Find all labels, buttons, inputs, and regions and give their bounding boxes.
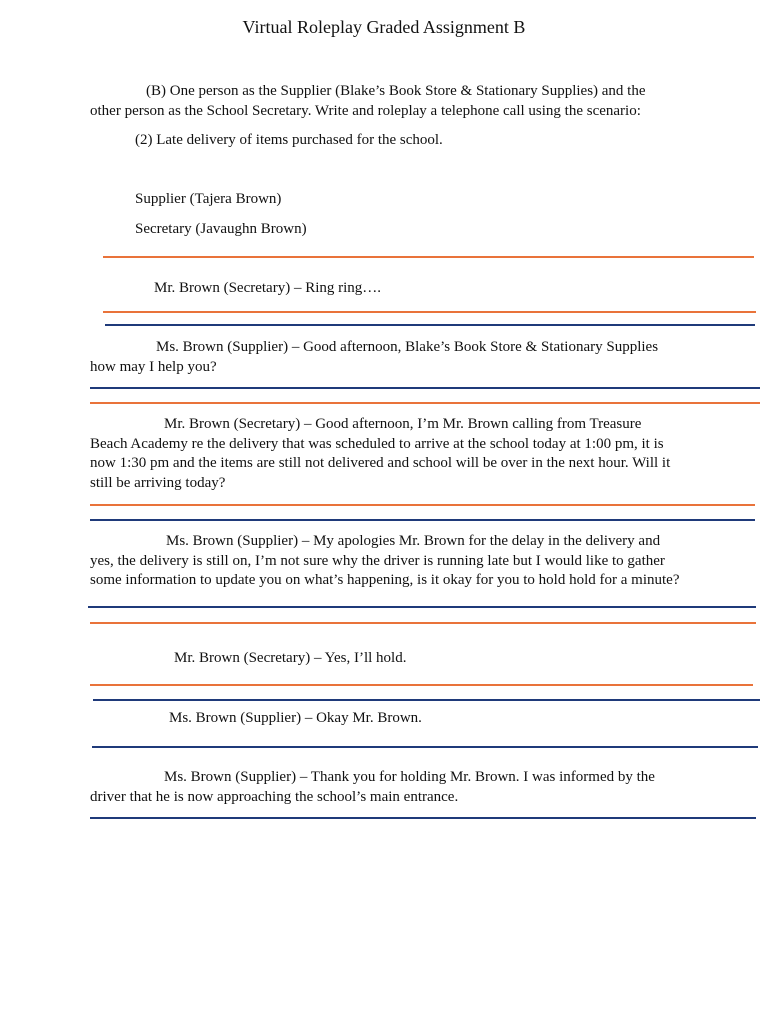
role-supplier: Supplier (Tajera Brown)	[135, 191, 282, 207]
navy-rule	[105, 324, 755, 326]
navy-rule	[90, 387, 760, 389]
dialogue-line-2: Ms. Brown (Supplier) – Good afternoon, Blake’s Book Store & Stationary Supplies how may I help you?	[90, 339, 659, 375]
navy-rule	[92, 746, 758, 748]
orange-rule	[90, 622, 756, 624]
navy-rule	[90, 817, 756, 819]
orange-rule	[90, 504, 755, 506]
dialogue-line-6: Ms. Brown (Supplier) – Okay Mr. Brown.	[169, 710, 422, 726]
dialogue-line-4: Ms. Brown (Supplier) – My apologies Mr. Brown for the delay in the delivery and yes, the delivery is still on, I’m not sure why the driver is running late but I would like to gather some information to update you on what’s happening, is it okay for you to hold hold for a minute?	[90, 533, 680, 588]
role-secretary: Secretary (Javaughn Brown)	[135, 221, 307, 237]
navy-rule	[88, 606, 756, 608]
navy-rule	[90, 519, 755, 521]
navy-rule	[93, 699, 760, 701]
instructions-paragraph: (B) One person as the Supplier (Blake’s Book Store & Stationary Supplies) and the other person as the School Secretary. Write and roleplay a telephone call using the scenario:	[90, 83, 646, 119]
orange-rule	[103, 311, 756, 313]
document-title: Virtual Roleplay Graded Assignment B	[242, 17, 526, 37]
orange-rule	[90, 402, 760, 404]
dialogue-line-3: Mr. Brown (Secretary) – Good afternoon, I’m Mr. Brown calling from Treasure Beach Academy re the delivery that was scheduled to arrive at the school today at 1:00 pm, it is now 1:30 pm and the items are still not delivered and school will be over in the next hour. Will it still be arriving today?	[90, 416, 671, 491]
dialogue-line-7: Ms. Brown (Supplier) – Thank you for holding Mr. Brown. I was informed by the driver that he is now approaching the school’s main entrance.	[90, 769, 655, 805]
scenario-text: (2) Late delivery of items purchased for the school.	[135, 132, 443, 148]
orange-rule	[103, 256, 754, 258]
dialogue-line-5: Mr. Brown (Secretary) – Yes, I’ll hold.	[174, 650, 407, 666]
orange-rule	[90, 684, 753, 686]
dialogue-line-1: Mr. Brown (Secretary) – Ring ring….	[154, 280, 382, 296]
